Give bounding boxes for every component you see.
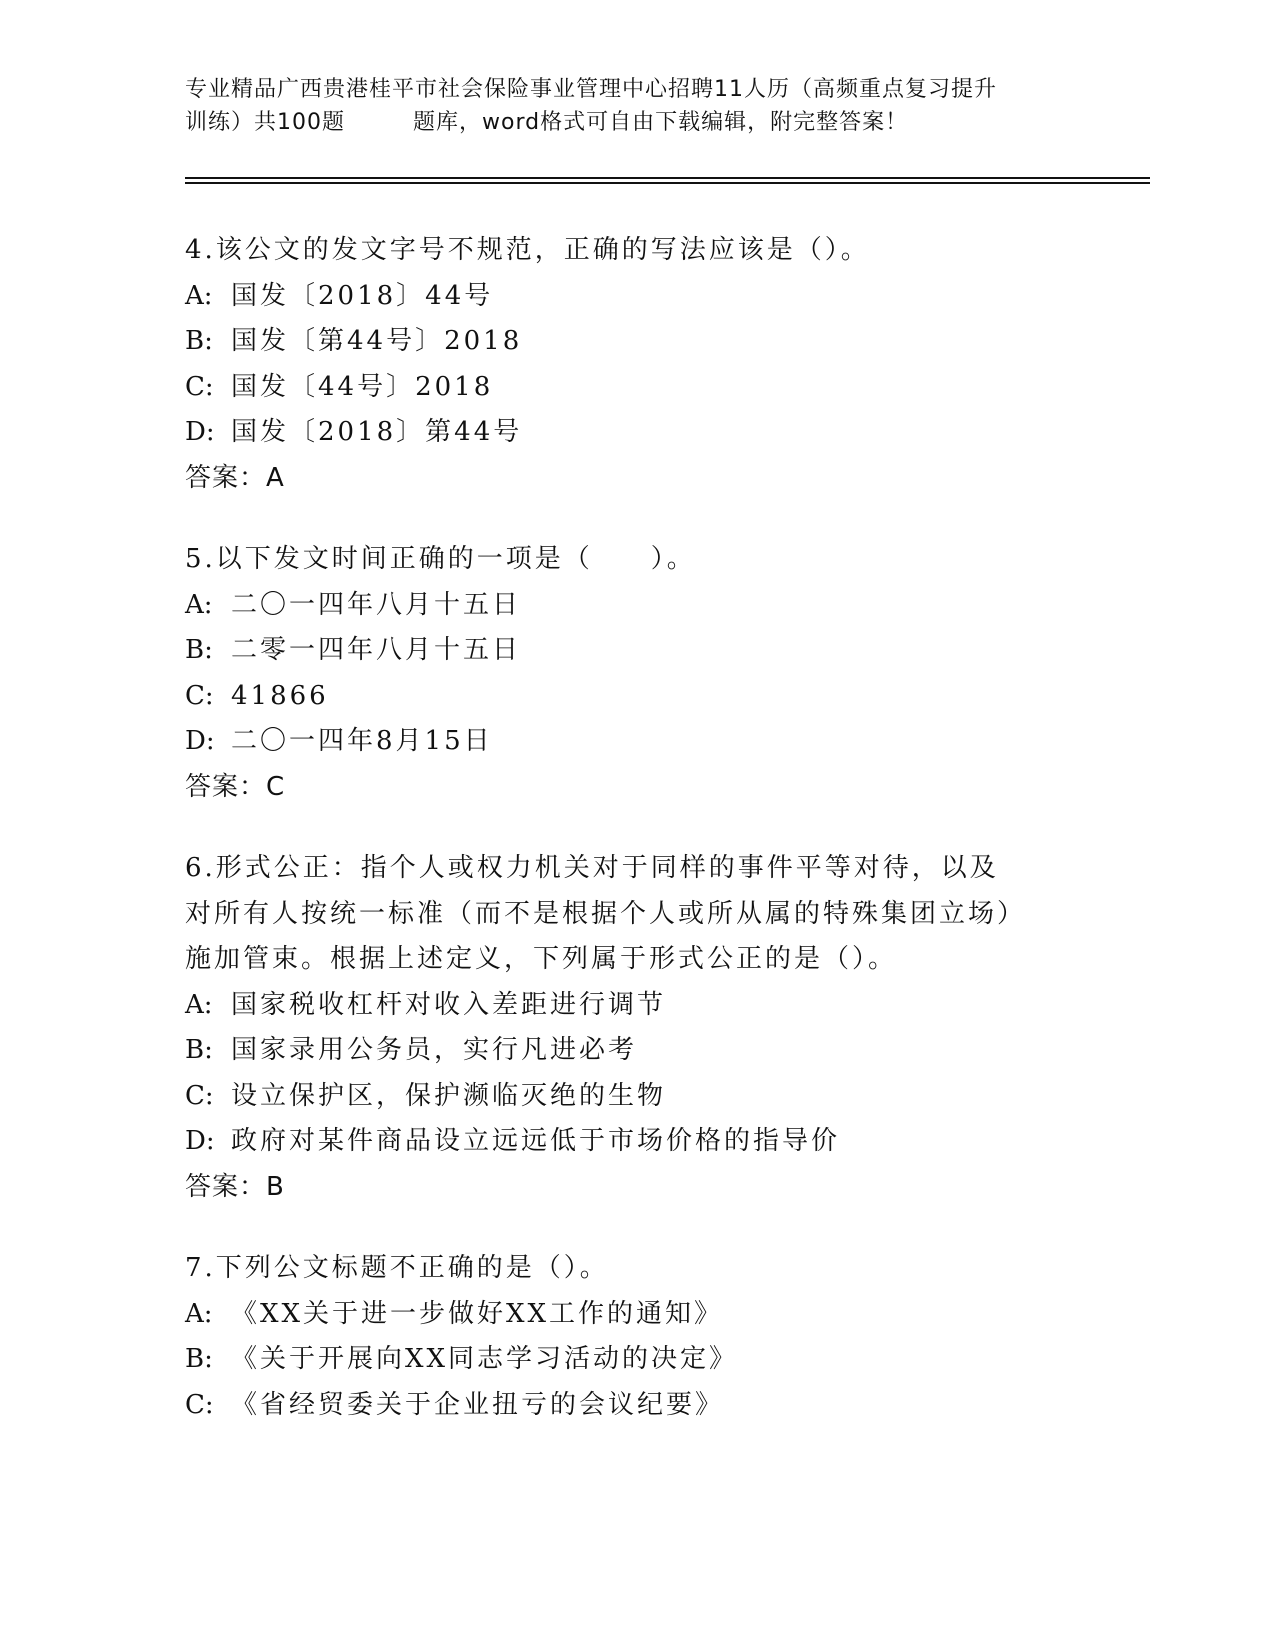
option-label: A: <box>185 280 213 311</box>
option-label: B: <box>185 1344 213 1374</box>
option-text: 国发〔2018〕第44号 <box>231 417 523 447</box>
header-title-line-2 <box>185 106 1085 139</box>
option-text: 《省经贸委关于企业扭亏的会议纪要》 <box>231 1389 725 1420</box>
option-label: B: <box>185 635 213 665</box>
option-label: C: <box>185 1080 214 1111</box>
option-text: 国发〔44号〕2018 <box>231 371 494 402</box>
question-list <box>185 228 1085 1464</box>
question-stem: 6.形式公正：指个人或权力机关对于同样的事件平等对待，以及对所有人按统一标准（而不是根据个人或所从属的特殊集团立场）施加管束。根据上述定义，下列属于形式公正的是（）。 <box>185 853 1014 974</box>
option-text: 41866 <box>231 680 329 711</box>
header-title-part-a: 训练）共100题 <box>185 110 345 135</box>
option-text: 国发〔2018〕44号 <box>231 280 494 311</box>
option-a <box>185 983 1085 1029</box>
option-c <box>185 365 1085 411</box>
question-stem: 4.该公文的发文字号不规范，正确的写法应该是（）。 <box>185 235 870 265</box>
option-text: 设立保护区，保护濒临灭绝的生物 <box>231 1080 667 1111</box>
header-divider-bottom <box>185 182 1150 184</box>
option-label: A: <box>185 989 213 1020</box>
document-header <box>185 73 1085 139</box>
option-b <box>185 319 1085 365</box>
option-a <box>185 274 1085 320</box>
option-text: 《关于开展向XX同志学习活动的决定》 <box>231 1344 739 1374</box>
option-c <box>185 1074 1085 1120</box>
option-d <box>185 1119 1085 1165</box>
answer-line: 答案：C <box>185 771 286 802</box>
option-text: 二〇一四年8月15日 <box>231 726 493 756</box>
option-label: C: <box>185 371 214 402</box>
question-item <box>185 537 1085 810</box>
answer-line: 答案：A <box>185 462 285 493</box>
option-label: A: <box>185 589 213 620</box>
option-label: C: <box>185 1389 214 1420</box>
option-c <box>185 1383 1085 1429</box>
question-item <box>185 846 1085 1210</box>
option-label: A: <box>185 1298 213 1329</box>
header-divider-top <box>185 177 1150 179</box>
answer-line: 答案：B <box>185 1171 285 1202</box>
option-c <box>185 674 1085 720</box>
header-title-part-b: 题库，word格式可自由下载编辑，附完整答案！ <box>413 110 909 135</box>
option-text: 《XX关于进一步做好XX工作的通知》 <box>231 1298 724 1329</box>
option-text: 政府对某件商品设立远远低于市场价格的指导价 <box>231 1126 841 1156</box>
question-stem: 5.以下发文时间正确的一项是（ ）。 <box>185 544 696 574</box>
option-text: 二〇一四年八月十五日 <box>231 589 522 620</box>
option-text: 国家录用公务员，实行凡进必考 <box>231 1035 638 1065</box>
option-b <box>185 628 1085 674</box>
option-text: 国发〔第44号〕2018 <box>231 326 523 356</box>
option-label: D: <box>185 417 215 447</box>
header-title-line-1: 专业精品广西贵港桂平市社会保险事业管理中心招聘11人历（高频重点复习提升 <box>185 77 997 102</box>
option-d <box>185 410 1085 456</box>
option-d <box>185 719 1085 765</box>
question-item <box>185 1246 1085 1428</box>
option-b <box>185 1337 1085 1383</box>
question-stem: 7.下列公文标题不正确的是（）。 <box>185 1253 609 1283</box>
option-b <box>185 1028 1085 1074</box>
option-a <box>185 1292 1085 1338</box>
question-item <box>185 228 1085 501</box>
option-text: 国家税收杠杆对收入差距进行调节 <box>231 989 667 1020</box>
option-label: D: <box>185 726 215 756</box>
option-label: C: <box>185 680 214 711</box>
option-label: B: <box>185 1035 213 1065</box>
option-label: D: <box>185 1126 215 1156</box>
option-text: 二零一四年八月十五日 <box>231 635 522 665</box>
option-label: B: <box>185 326 213 356</box>
option-a <box>185 583 1085 629</box>
